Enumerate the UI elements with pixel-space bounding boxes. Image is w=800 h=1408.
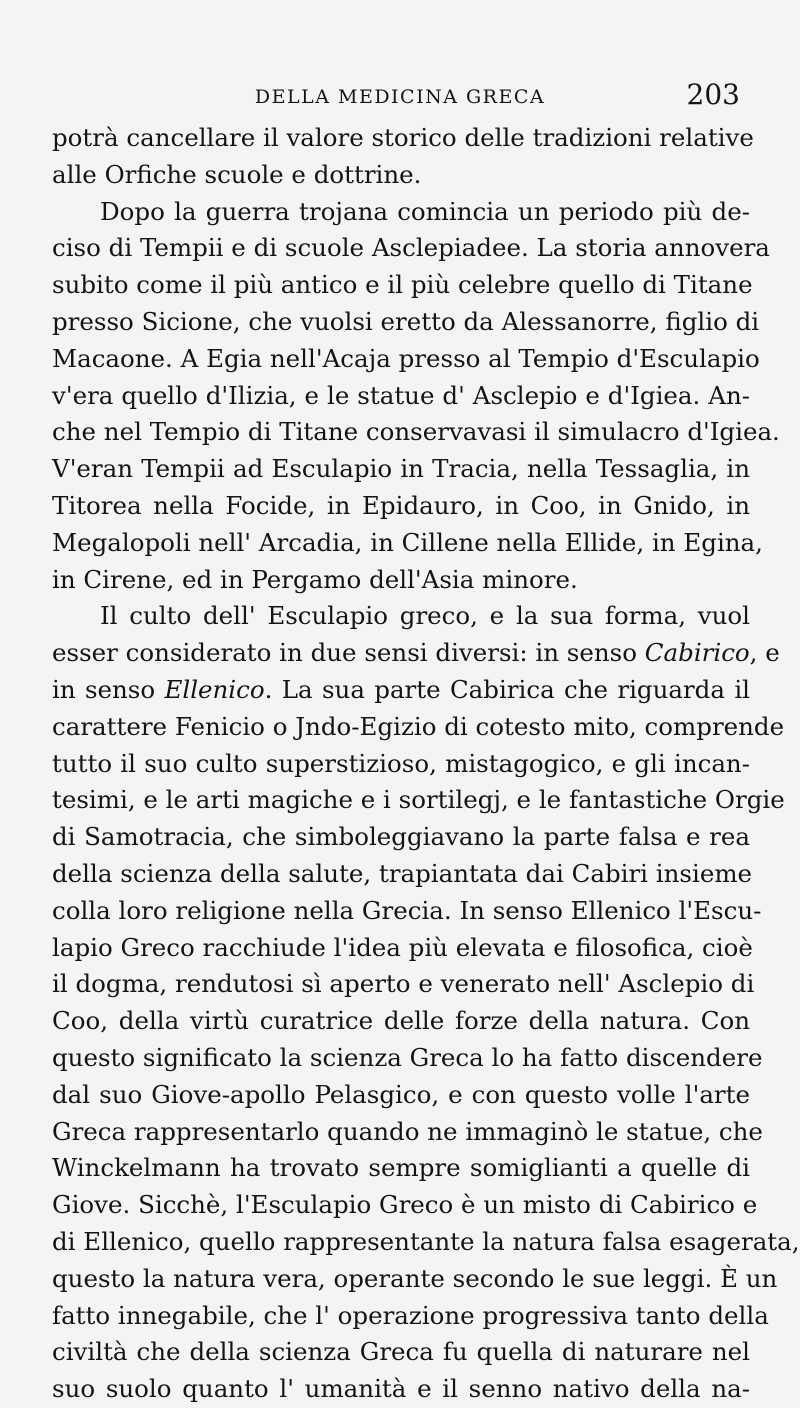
text-run: . La sua parte Cabirica che riguarda il <box>264 674 750 704</box>
text-line: civiltà che della scienza Greca fu quella di naturare nel <box>52 1337 750 1367</box>
text-line: fatto innegabile, che l' operazione progressiva tanto della <box>52 1300 769 1330</box>
text-line: Winckelmann ha trovato sempre somiglianti a quelle di <box>52 1153 750 1183</box>
text-line: Coo, della virtù curatrice delle forze della natura. Con <box>52 1006 750 1036</box>
text-line: dal suo Giove-apollo Pelasgico, e con questo volle l'arte <box>52 1079 750 1109</box>
text-run: esser considerato in due sensi diversi: in senso <box>52 638 645 668</box>
page-header <box>52 78 748 118</box>
text-line: Greca rappresentarlo quando ne immaginò le statue, che <box>52 1116 763 1146</box>
text-line: Megalopoli nell' Arcadia, in Cillene nella Ellide, in Egina, <box>52 527 763 557</box>
text-line: colla loro religione nella Grecia. In senso Ellenico l'Escu- <box>52 895 762 925</box>
text-line <box>52 635 780 672</box>
text-line: V'eran Tempii ad Esculapio in Tracia, nella Tessaglia, in <box>52 454 750 484</box>
text-line: di Ellenico, quello rappresentante la natura falsa esagerata, <box>52 1226 800 1256</box>
text-line: presso Sicione, che vuolsi eretto da Alessanorre, figlio di <box>52 306 760 336</box>
body-text <box>52 120 800 1408</box>
text-line: Il culto dell' Esculapio greco, e la sua forma, vuol <box>100 601 750 631</box>
running-title: DELLA MEDICINA GRECA <box>254 86 546 108</box>
text-line: carattere Fenicio o Jndo-Egizio di cotesto mito, comprende <box>52 711 785 741</box>
text-run: in senso <box>52 674 165 704</box>
text-line: questo significato la scienza Greca lo ha fatto discendere <box>52 1042 763 1072</box>
page-number: 203 <box>686 78 740 111</box>
text-line: tesimi, e le arti magiche e i sortilegj, e le fantastiche Orgie <box>52 785 785 815</box>
text-line: v'era quello d'Ilizia, e le statue d' Asclepio e d'Igiea. An- <box>52 380 750 410</box>
text-line: ciso di Tempii e di scuole Asclepiadee. La storia annovera <box>52 233 770 263</box>
text-line: subito come il più antico e il più celebre quello di Titane <box>52 270 753 300</box>
text-line: suo suolo quanto l' umanità e il senno nativo della na- <box>52 1374 750 1404</box>
text-line: Giove. Sicchè, l'Esculapio Greco è un misto di Cabirico e <box>52 1190 758 1220</box>
italic-term: Cabirico <box>644 638 750 668</box>
italic-term: Ellenico <box>164 674 265 704</box>
text-run: , e <box>749 638 780 668</box>
text-line: della scienza della salute, trapiantata dai Cabiri insieme <box>52 858 753 888</box>
text-line: di Samotracia, che simboleggiavano la parte falsa e rea <box>52 822 750 852</box>
text-line <box>52 672 750 709</box>
text-line: Macaone. A Egia nell'Acaja presso al Tempio d'Esculapio <box>52 343 760 373</box>
text-line: in Cirene, ed in Pergamo dell'Asia minore. <box>52 564 578 594</box>
text-line: tutto il suo culto superstizioso, mistagogico, e gli incan- <box>52 748 750 778</box>
text-line: il dogma, rendutosi sì aperto e venerato nell' Asclepio di <box>52 969 755 999</box>
text-line: potrà cancellare il valore storico delle tradizioni relative <box>52 123 754 152</box>
text-line: Titorea nella Focide, in Epidauro, in Coo, in Gnido, in <box>52 490 750 520</box>
text-line: questo la natura vera, operante secondo le sue leggi. È un <box>52 1263 778 1293</box>
text-line: che nel Tempio di Titane conservavasi il simulacro d'Igiea. <box>52 417 780 447</box>
text-line: lapio Greco racchiude l'idea più elevata e filosofica, cioè <box>52 932 753 962</box>
text-line: alle Orfiche scuole e dottrine. <box>52 159 422 189</box>
text-line: Dopo la guerra trojana comincia un periodo più de- <box>100 196 750 226</box>
